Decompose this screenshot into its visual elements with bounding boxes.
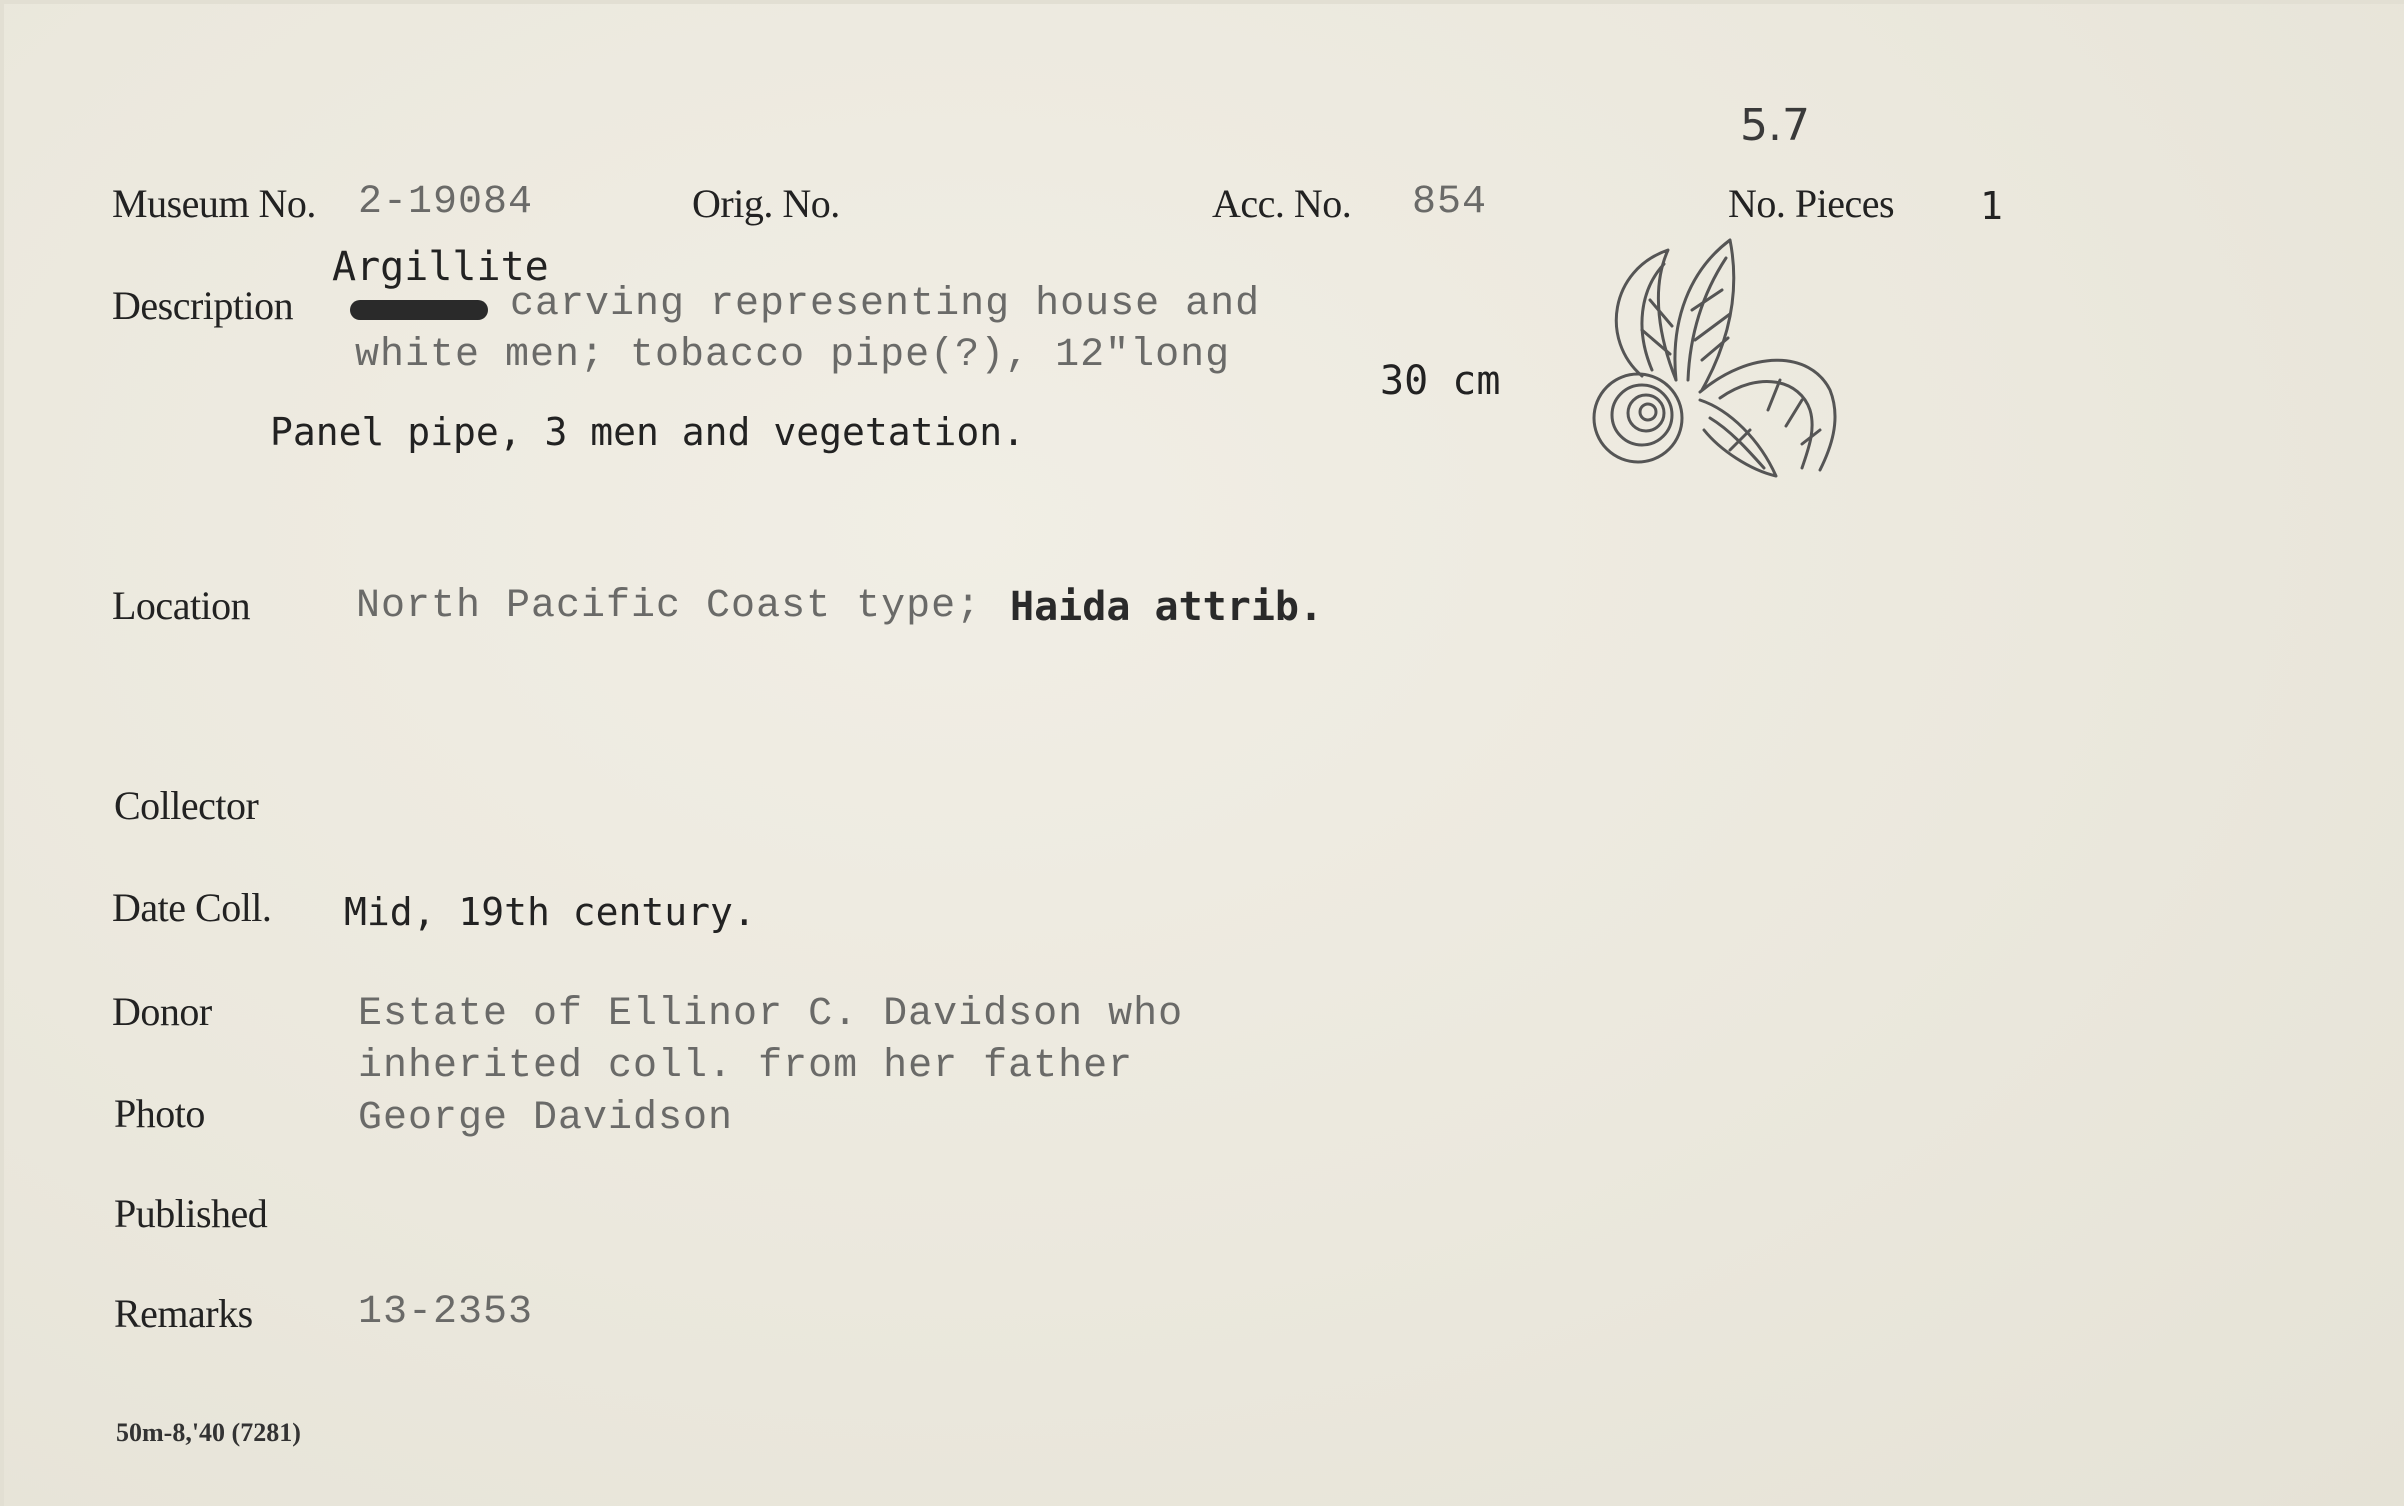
description-line-1: carving representing house and <box>510 282 1261 327</box>
museum-no-value: 2-19084 <box>358 180 534 225</box>
remarks-label: Remarks <box>114 1291 253 1336</box>
acc-no-value: 854 <box>1412 180 1488 225</box>
struck-out-word <box>350 300 488 320</box>
card-edge-top <box>0 0 2404 4</box>
donor-line-1: Estate of Ellinor C. Davidson who <box>358 992 1184 1037</box>
museum-no-label: Museum No. <box>112 181 316 226</box>
collector-label: Collector <box>114 783 259 828</box>
location-attribution: Haida attrib. <box>1010 584 1324 630</box>
donor-line-3: George Davidson <box>358 1096 734 1141</box>
no-pieces-value: 1 <box>1980 184 2003 228</box>
pipe-carving-sketch-icon <box>1580 230 1860 490</box>
date-coll-value: Mid, 19th century. <box>344 890 756 934</box>
description-line-2: white men; tobacco pipe(?), 12"long <box>355 333 1231 378</box>
donor-line-2: inherited coll. from her father <box>358 1044 1134 1089</box>
description-line-3: Panel pipe, 3 men and vegetation. <box>270 410 1025 454</box>
no-pieces-label: No. Pieces <box>1728 181 1895 226</box>
photo-label: Photo <box>114 1091 205 1136</box>
published-label: Published <box>114 1191 268 1236</box>
card-edge-left <box>0 0 4 1506</box>
date-coll-label: Date Coll. <box>112 885 272 930</box>
location-label: Location <box>112 583 251 628</box>
description-insert: Argillite <box>332 244 549 290</box>
size-note: 30 cm <box>1380 358 1501 404</box>
description-label: Description <box>112 283 294 328</box>
acc-no-label: Acc. No. <box>1212 181 1352 226</box>
hand-number: 5.7 <box>1740 100 1810 151</box>
location-value: North Pacific Coast type; <box>356 584 982 629</box>
orig-no-label: Orig. No. <box>692 181 840 226</box>
remarks-value: 13-2353 <box>358 1290 534 1335</box>
form-code: 50m-8,'40 (7281) <box>116 1418 301 1447</box>
donor-label: Donor <box>112 989 212 1034</box>
